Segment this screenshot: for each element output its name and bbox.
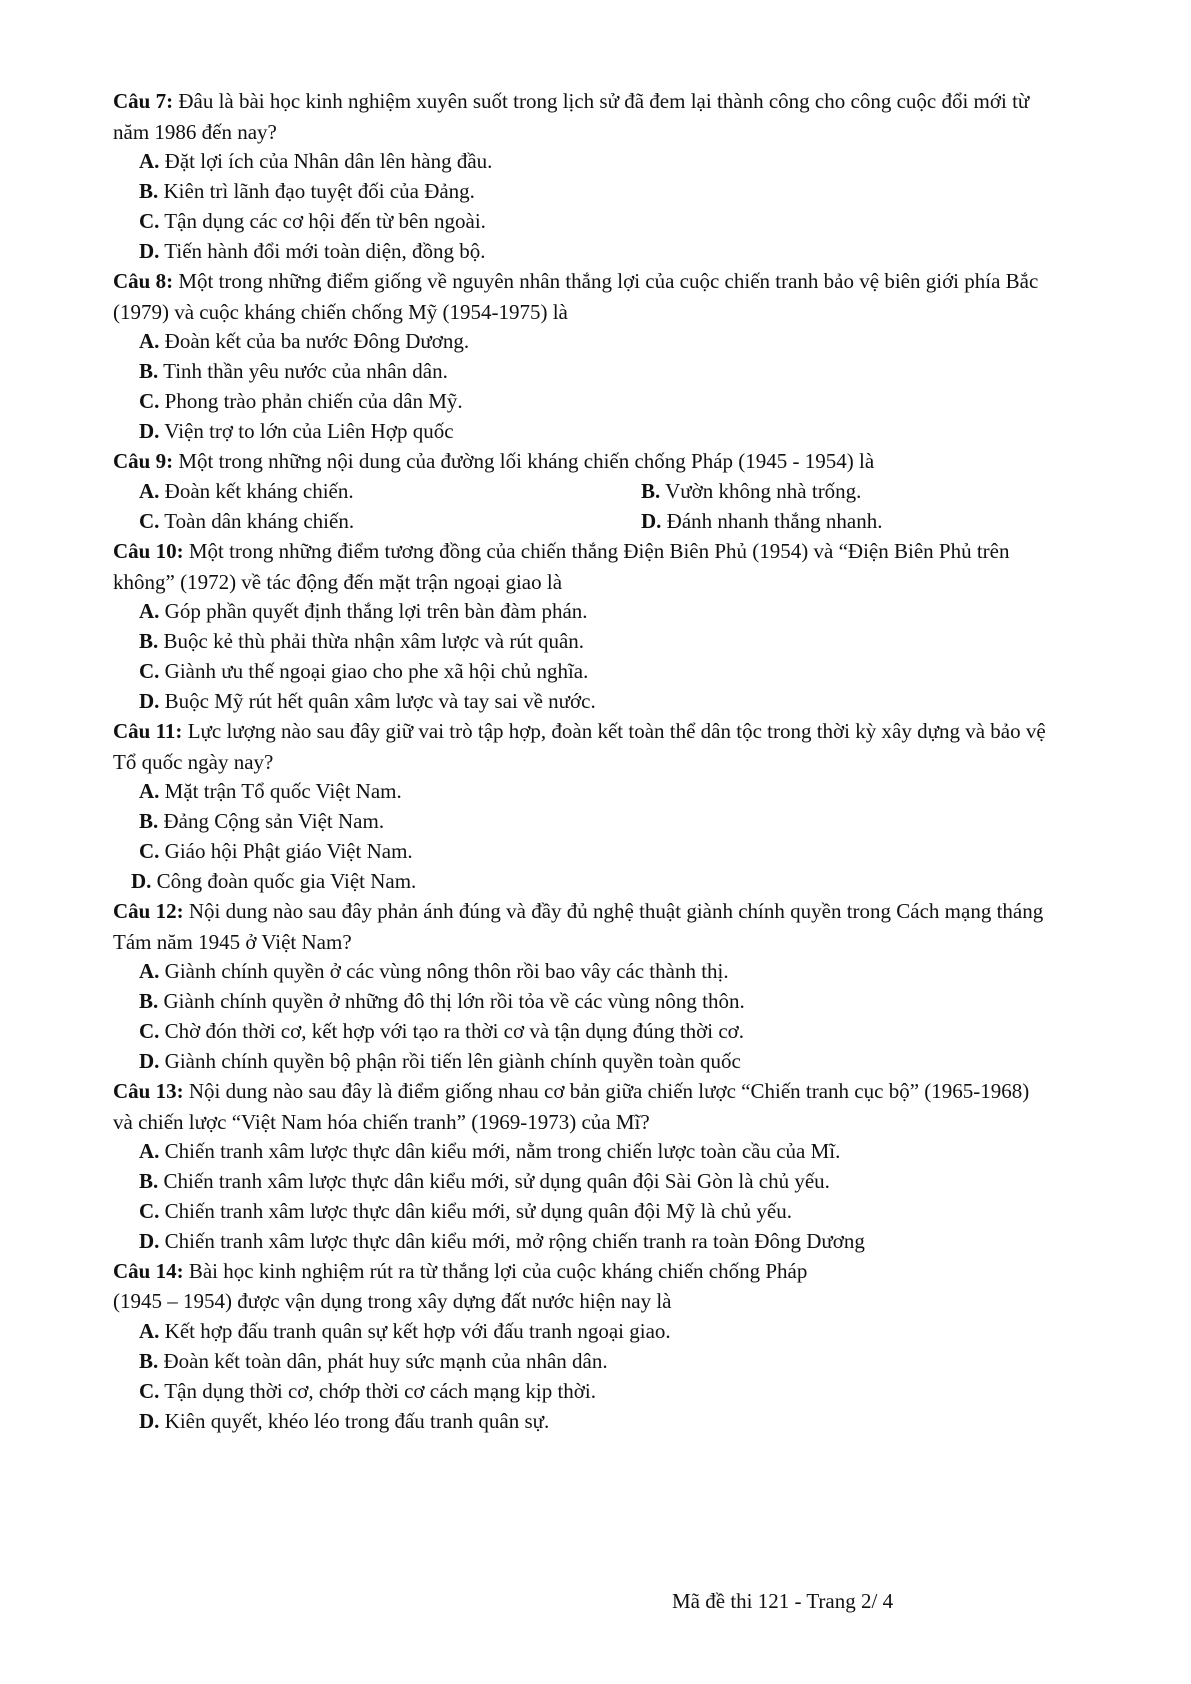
option-text: Chiến tranh xâm lược thực dân kiểu mới, nằm trong chiến lược toàn cầu của Mĩ. (159, 1139, 841, 1163)
option-letter: B. (641, 479, 661, 503)
question-label: Câu 8: (113, 269, 174, 293)
question-7 (113, 86, 1048, 148)
question-stem: Nội dung nào sau đây là điểm giống nhau cơ bản giữa chiến lược “Chiến tranh cục bộ” (1965-1968) và chiến lược “Việt Nam hóa chiến tranh” (1969-1973) của Mĩ? (113, 1079, 1030, 1134)
option-c (139, 1376, 596, 1407)
page-footer: Mã đề thi 121 - Trang 2/ 4 (672, 1589, 894, 1613)
option-text: Chiến tranh xâm lược thực dân kiểu mới, mở rộng chiến tranh ra toàn Đông Dương (159, 1229, 865, 1253)
option-c (139, 206, 486, 237)
option-letter: C. (139, 389, 160, 413)
option-b (641, 476, 861, 507)
option-text: Đặt lợi ích của Nhân dân lên hàng đầu. (159, 149, 493, 173)
option-text: Chiến tranh xâm lược thực dân kiểu mới, sử dụng quân đội Mỹ là chủ yếu. (159, 1199, 792, 1223)
question-label: Câu 14: (113, 1259, 184, 1283)
option-letter: B. (139, 359, 159, 383)
question-label: Câu 10: (113, 539, 184, 563)
option-b (139, 356, 448, 387)
option-text: Viện trợ to lớn của Liên Hợp quốc (159, 419, 454, 443)
option-text: Phong trào phản chiến của dân Mỹ. (159, 389, 463, 413)
option-c (139, 1196, 792, 1227)
option-text: Kiên trì lãnh đạo tuyệt đối của Đảng. (158, 179, 475, 203)
question-stem: Nội dung nào sau đây phản ánh đúng và đầy đủ nghệ thuật giành chính quyền trong Cách mạng tháng Tám năm 1945 ở Việt Nam? (113, 899, 1044, 954)
option-b (139, 626, 584, 657)
option-letter: D. (139, 1409, 160, 1433)
option-letter: A. (139, 479, 160, 503)
question-stem: Lực lượng nào sau đây giữ vai trò tập hợp, đoàn kết toàn thể dân tộc trong thời kỳ xây dựng và bảo vệ Tổ quốc ngày nay? (113, 719, 1046, 774)
question-stem: Một trong những nội dung của đường lối kháng chiến chống Pháp (1945 - 1954) là (173, 449, 875, 473)
option-d (131, 866, 416, 897)
option-text: Đoàn kết của ba nước Đông Dương. (159, 329, 470, 353)
option-a (139, 956, 729, 987)
question-9 (113, 446, 1048, 477)
option-letter: D. (139, 239, 160, 263)
option-text: Vườn không nhà trống. (660, 479, 862, 503)
option-a (139, 596, 588, 627)
option-text: Chờ đón thời cơ, kết hợp với tạo ra thời cơ và tận dụng đúng thời cơ. (159, 1019, 745, 1043)
question-label: Câu 12: (113, 899, 184, 923)
option-letter: A. (139, 1319, 160, 1343)
option-letter: D. (139, 419, 160, 443)
option-letter: D. (131, 869, 152, 893)
option-text: Giành chính quyền ở những đô thị lớn rồi tỏa về các vùng nông thôn. (158, 989, 745, 1013)
option-text: Tận dụng thời cơ, chớp thời cơ cách mạng kịp thời. (159, 1379, 596, 1403)
option-letter: A. (139, 959, 160, 983)
option-a (139, 1316, 671, 1347)
option-letter: D. (641, 509, 662, 533)
option-letter: B. (139, 1169, 159, 1193)
option-text: Chiến tranh xâm lược thực dân kiểu mới, sử dụng quân đội Sài Gòn là chủ yếu. (158, 1169, 830, 1193)
question-8 (113, 266, 1048, 328)
option-text: Buộc kẻ thù phải thừa nhận xâm lược và rút quân. (158, 629, 585, 653)
option-d (139, 1226, 865, 1257)
option-text: Giành chính quyền bộ phận rồi tiến lên giành chính quyền toàn quốc (159, 1049, 741, 1073)
question-13 (113, 1076, 1048, 1138)
option-text: Giáo hội Phật giáo Việt Nam. (159, 839, 413, 863)
option-letter: B. (139, 809, 159, 833)
option-a (139, 1136, 840, 1167)
question-10 (113, 536, 1048, 598)
option-d (139, 1406, 549, 1437)
option-a (139, 326, 469, 357)
option-b (139, 176, 475, 207)
option-c (139, 506, 354, 537)
question-14-continuation: (1945 – 1954) được vận dụng trong xây dựng đất nước hiện nay là (113, 1289, 672, 1313)
option-c (139, 386, 463, 417)
option-text: Kết hợp đấu tranh quân sự kết hợp với đấu tranh ngoại giao. (159, 1319, 671, 1343)
option-letter: A. (139, 1139, 160, 1163)
option-letter: A. (139, 329, 160, 353)
option-text: Tận dụng các cơ hội đến từ bên ngoài. (159, 209, 486, 233)
option-letter: D. (139, 689, 160, 713)
option-letter: B. (139, 629, 159, 653)
option-d (641, 506, 882, 537)
question-label: Câu 9: (113, 449, 174, 473)
option-b (139, 986, 745, 1017)
option-text: Góp phần quyết định thắng lợi trên bàn đàm phán. (159, 599, 588, 623)
option-text: Giành chính quyền ở các vùng nông thôn rồi bao vây các thành thị. (159, 959, 729, 983)
question-12 (113, 896, 1048, 958)
option-text: Đảng Cộng sản Việt Nam. (158, 809, 385, 833)
option-letter: C. (139, 1379, 160, 1403)
option-c (139, 1016, 744, 1047)
question-stem: Đâu là bài học kinh nghiệm xuyên suốt trong lịch sử đã đem lại thành công cho công cuộc đổi mới từ năm 1986 đến nay? (113, 89, 1030, 144)
option-c (139, 656, 588, 687)
option-letter: B. (139, 1349, 159, 1373)
option-letter: B. (139, 989, 159, 1013)
option-a (139, 476, 354, 507)
question-stem: Một trong những điểm giống về nguyên nhân thắng lợi của cuộc chiến tranh bảo vệ biên giới phía Bắc (1979) và cuộc kháng chiến chống Mỹ (1954-1975) là (113, 269, 1039, 324)
option-text: Đoàn kết toàn dân, phát huy sức mạnh của nhân dân. (158, 1349, 608, 1373)
option-b (139, 806, 384, 837)
option-letter: C. (139, 839, 160, 863)
question-label: Câu 7: (113, 89, 174, 113)
option-d (139, 416, 454, 447)
option-letter: A. (139, 779, 160, 803)
option-text: Kiên quyết, khéo léo trong đấu tranh quân sự. (159, 1409, 550, 1433)
option-text: Mặt trận Tổ quốc Việt Nam. (159, 779, 402, 803)
option-b (139, 1166, 830, 1197)
option-letter: D. (139, 1229, 160, 1253)
option-text: Tiến hành đổi mới toàn diện, đồng bộ. (159, 239, 486, 263)
option-text: Đánh nhanh thắng nhanh. (661, 509, 883, 533)
option-letter: C. (139, 509, 160, 533)
option-letter: C. (139, 1199, 160, 1223)
question-stem: Một trong những điểm tương đồng của chiến thắng Điện Biên Phủ (1954) và “Điện Biên Phủ trên không” (1972) về tác động đến mặt trận ngoại giao là (113, 539, 1010, 594)
option-a (139, 776, 402, 807)
option-text: Công đoàn quốc gia Việt Nam. (151, 869, 417, 893)
option-text: Toàn dân kháng chiến. (159, 509, 355, 533)
option-text: Giành ưu thế ngoại giao cho phe xã hội chủ nghĩa. (159, 659, 589, 683)
question-stem: Bài học kinh nghiệm rút ra từ thắng lợi của cuộc kháng chiến chống Pháp (183, 1259, 808, 1283)
option-letter: D. (139, 1049, 160, 1073)
option-b (139, 1346, 608, 1377)
option-d (139, 686, 596, 717)
option-text: Đoàn kết kháng chiến. (159, 479, 354, 503)
option-letter: C. (139, 659, 160, 683)
question-label: Câu 13: (113, 1079, 184, 1103)
option-c (139, 836, 413, 867)
question-label: Câu 11: (113, 719, 183, 743)
option-letter: A. (139, 599, 160, 623)
question-14 (113, 1256, 1048, 1287)
question-11 (113, 716, 1048, 778)
option-letter: C. (139, 209, 160, 233)
option-text: Buộc Mỹ rút hết quân xâm lược và tay sai về nước. (159, 689, 596, 713)
option-text: Tinh thần yêu nước của nhân dân. (158, 359, 448, 383)
option-d (139, 236, 486, 267)
option-letter: C. (139, 1019, 160, 1043)
option-a (139, 146, 492, 177)
option-d (139, 1046, 741, 1077)
option-letter: B. (139, 179, 159, 203)
option-letter: A. (139, 149, 160, 173)
